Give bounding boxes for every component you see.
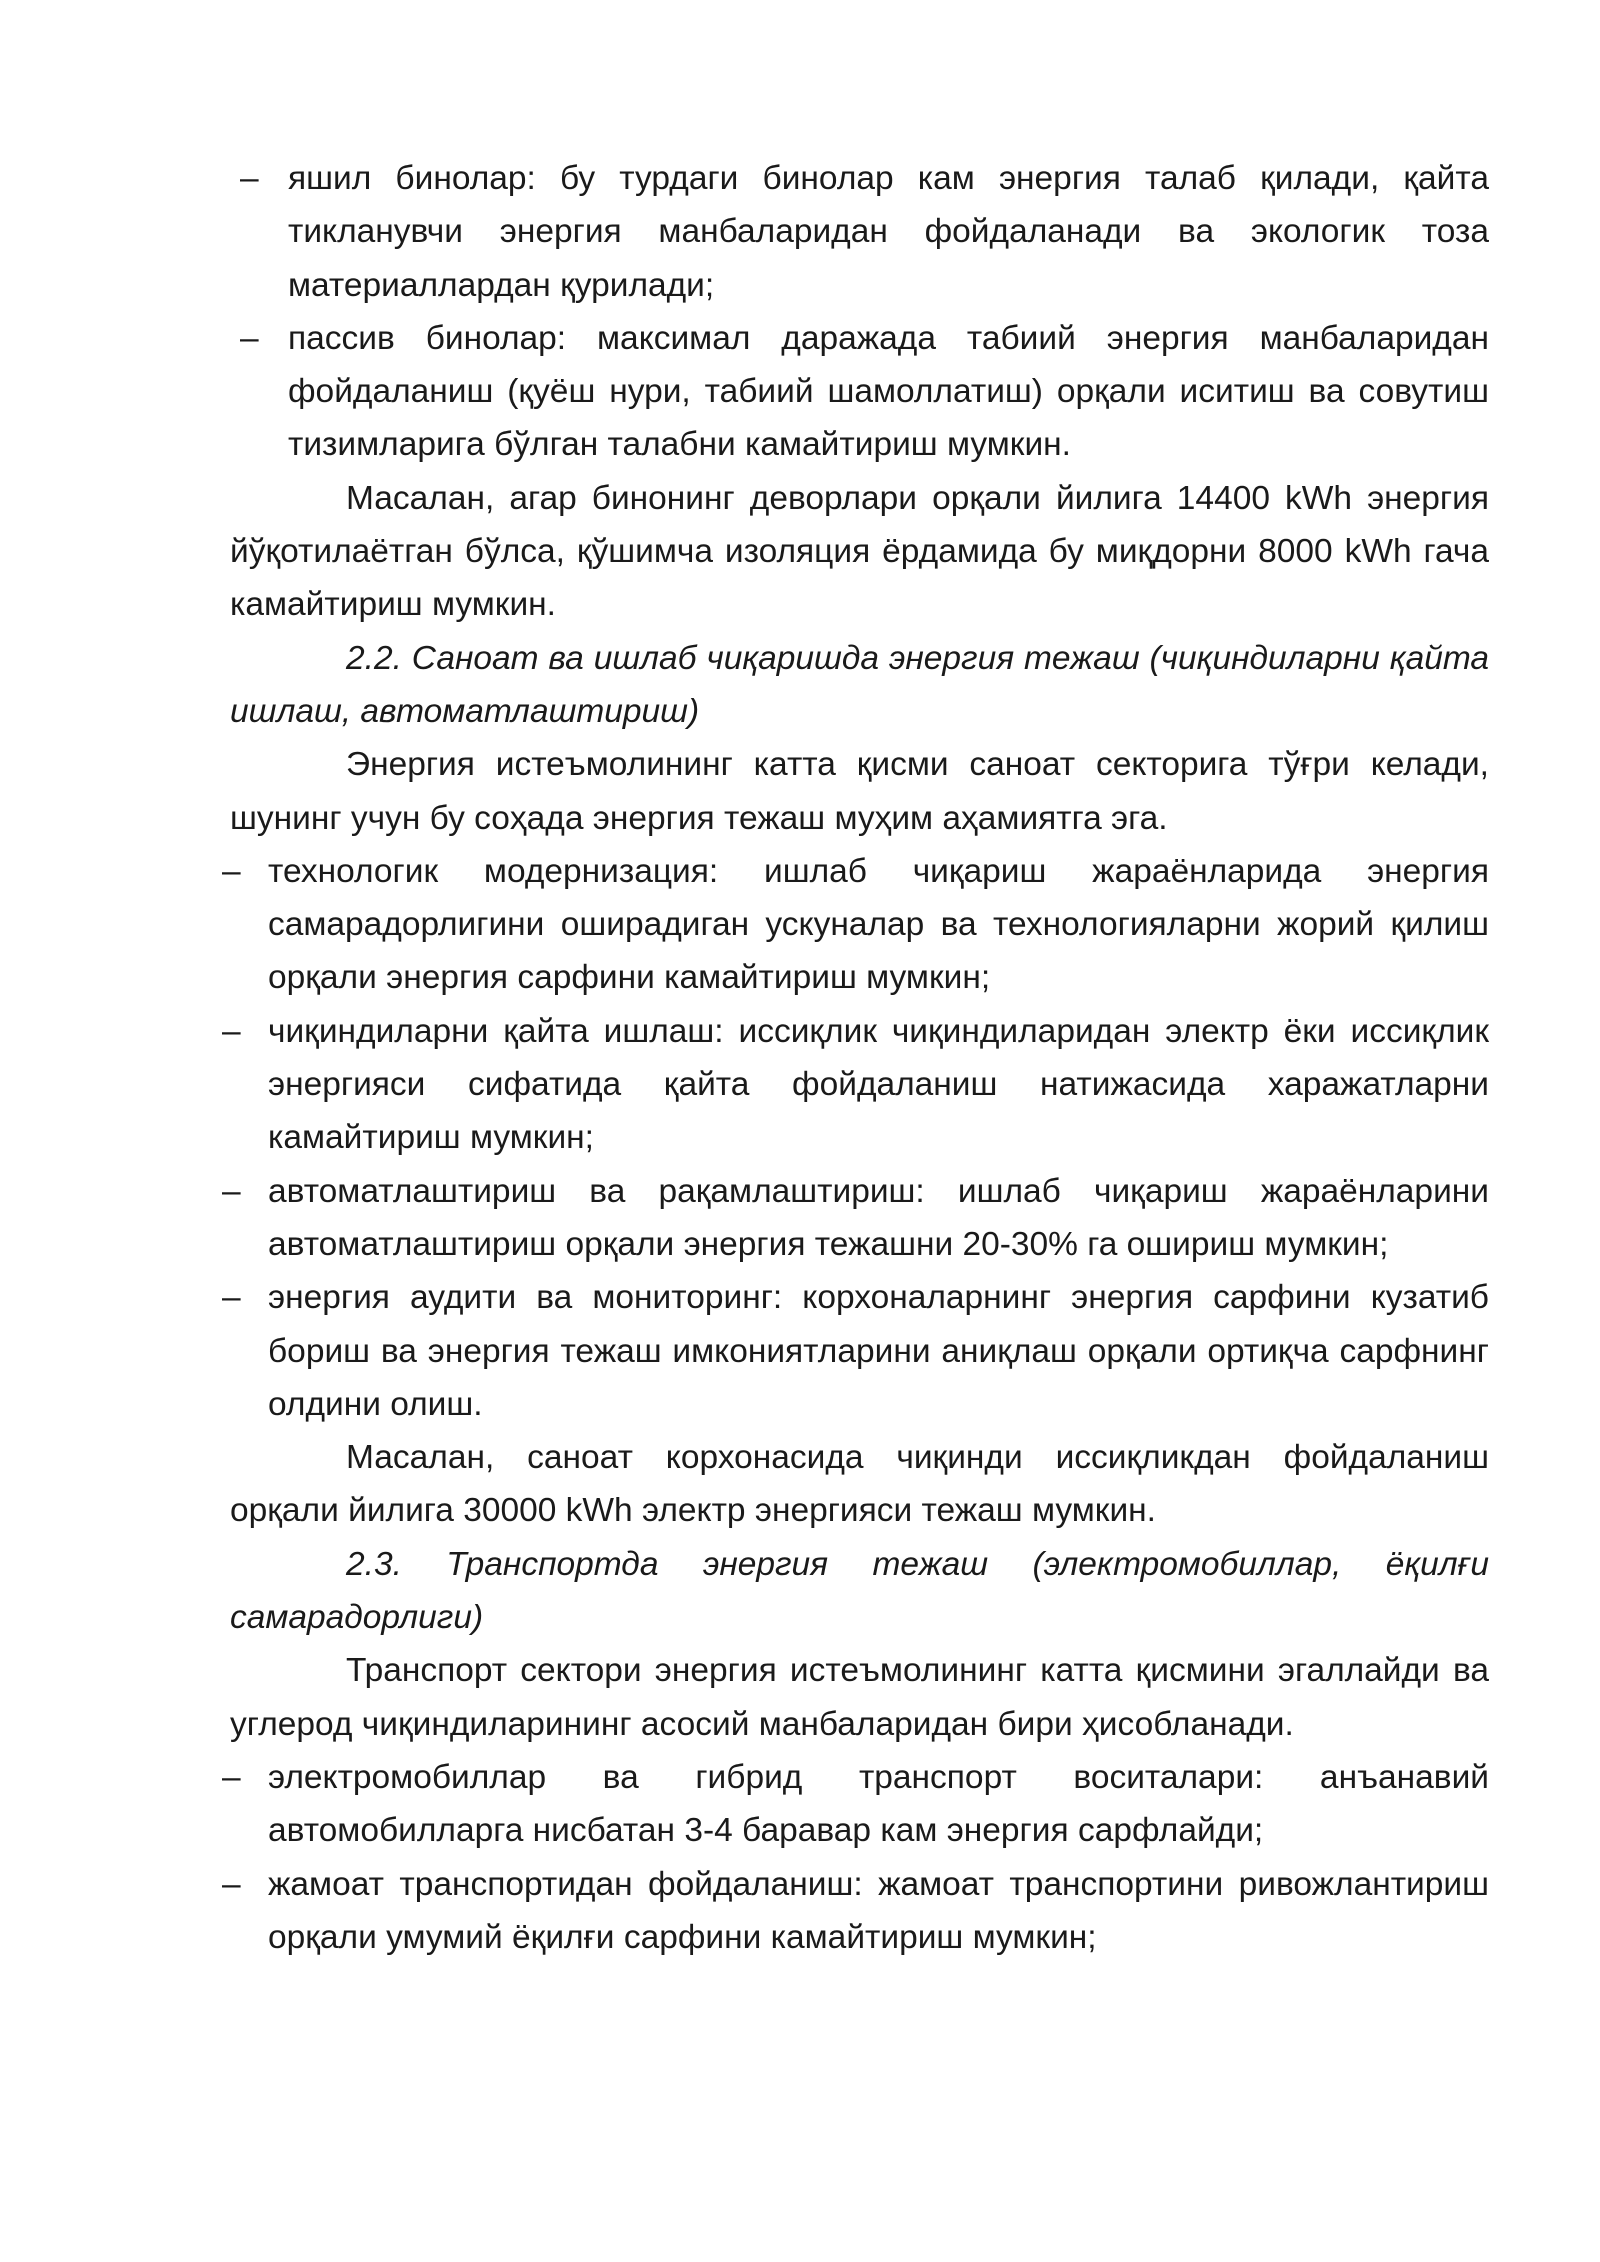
- list-item-text: технологик модернизация: ишлаб чиқариш жараёнларида энергия самарадорлигини оширадиган ускуналар ва технологияларни жорий қилиш орқали энергия сарфини камайтириш мумкин;: [268, 852, 1489, 997]
- list-item-electric-vehicles: [222, 1751, 1489, 1858]
- bullet-dash: –: [240, 319, 259, 357]
- list-item-automation: [222, 1165, 1489, 1272]
- list-item-text: электромобиллар ва гибрид транспорт воситалари: анъанавий автомобилларга нисбатан 3-4 баравар кам энергия сарфлайди;: [268, 1758, 1489, 1850]
- paragraph-industry-intro: Энергия истеъмолининг катта қисми саноат секторига тўғри келади, шунинг учун бу соҳада энергия тежаш муҳим аҳамиятга эга.: [230, 746, 1489, 837]
- list-item-text: пассив бинолар: максимал даражада табиий энергия манбаларидан фойдаланиш (қуёш нури, табиий шамоллатиш) орқали иситиш ва совутиш тизимларига бўлган талабни камайтириш мумкин.: [288, 319, 1489, 464]
- bullet-dash: –: [222, 1758, 241, 1796]
- list-item-text: чиқиндиларни қайта ишлаш: иссиқлик чиқиндиларидан электр ёки иссиқлик энергияси сифатида қайта фойдаланиш натижасида харажатларни камайтириш мумкин;: [268, 1012, 1489, 1157]
- bullet-dash: –: [222, 1279, 241, 1317]
- list-item-text: жамоат транспортидан фойдаланиш: жамоат транспортини ривожлантириш орқали умумий ёқилғи сарфини камайтириш мумкин;: [268, 1865, 1489, 1956]
- document-page: [222, 152, 1489, 1964]
- list-item-energy-audit: [222, 1271, 1489, 1431]
- list-item-text: яшил бинолар: бу турдаги бинолар кам энергия талаб қилади, қайта тикланувчи энергия манбаларидан фойдаланади ва экологик тоза материаллардан қурилади;: [288, 160, 1489, 304]
- list-item-text: автоматлаштириш ва рақамлаштириш: ишлаб чиқариш жараёнларини автоматлаштириш орқали энергия тежашни 20-30% га ошириш мумкин;: [268, 1172, 1489, 1263]
- list-item-waste-recycling: [222, 1005, 1489, 1165]
- bullet-dash: –: [222, 1172, 241, 1210]
- list-item-green-buildings: [230, 152, 1489, 312]
- section-heading-2-3: 2.3. Транспортда энергия тежаш (электромобиллар, ёқилғи самарадорлиги): [230, 1545, 1489, 1637]
- section-heading-2-2: 2.2. Саноат ва ишлаб чиқаришда энергия тежаш (чиқиндиларни қайта ишлаш, автоматлаштириш): [230, 639, 1489, 730]
- paragraph-transport-intro: Транспорт сектори энергия истеъмолининг катта қисмини эгаллайди ва углерод чиқиндиларининг асосий манбаларидан бири ҳисобланади.: [230, 1652, 1489, 1743]
- list-item-tech-modernization: [222, 845, 1489, 1005]
- bullet-dash: –: [222, 852, 241, 890]
- bullet-dash: –: [240, 160, 259, 197]
- list-item-public-transport: [222, 1858, 1489, 1965]
- paragraph-buildings-example: Масалан, агар бинонинг деворлари орқали йилига 14400 kWh энергия йўқотилаётган бўлса, қўшимча изоляция ёрдамида бу миқдорни 8000 kWh гача камайтириш мумкин.: [230, 479, 1489, 624]
- list-item-text: энергия аудити ва мониторинг: корхоналарнинг энергия сарфини кузатиб бориш ва энергия тежаш имкониятларини аниқлаш орқали ортиқча сарфнинг олдини олиш.: [268, 1279, 1489, 1423]
- paragraph-industry-example: Масалан, саноат корхонасида чиқинди иссиқликдан фойдаланиш орқали йилига 30000 kWh электр энергияси тежаш мумкин.: [230, 1439, 1489, 1530]
- list-item-passive-buildings: [230, 312, 1489, 472]
- bullet-dash: –: [222, 1012, 241, 1050]
- bullet-dash: –: [222, 1865, 241, 1903]
